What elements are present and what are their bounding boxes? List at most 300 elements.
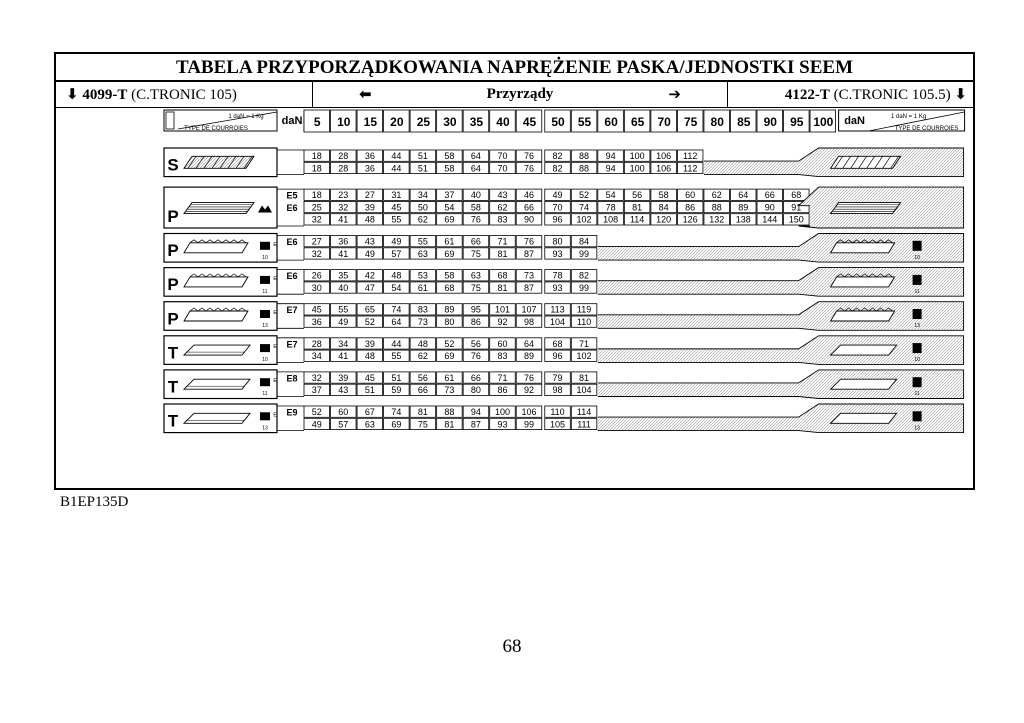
tension-value: 82: [552, 163, 563, 174]
tension-value: 74: [391, 304, 402, 315]
tension-value: 76: [470, 351, 481, 362]
tension-value: 76: [523, 236, 535, 247]
tension-value: 88: [579, 151, 590, 161]
tension-value: 150: [788, 214, 804, 225]
tension-value: 94: [470, 407, 481, 417]
belt-width-label: 10: [262, 357, 268, 364]
tension-value: 88: [579, 163, 590, 174]
row-label: E6: [286, 202, 298, 213]
tension-value: 50: [417, 202, 428, 213]
tension-value: 82: [552, 151, 563, 161]
right-shaded-band: [598, 404, 964, 433]
right-model-code: 4122-T: [784, 87, 830, 103]
tension-value: 70: [497, 163, 508, 174]
tension-value: 96: [552, 351, 563, 362]
tension-value: 64: [738, 190, 749, 201]
tension-value: 132: [709, 214, 725, 225]
tension-value: 68: [497, 270, 508, 281]
header-value: 60: [604, 115, 618, 129]
tension-value: 36: [338, 236, 349, 247]
tension-value: 95: [470, 304, 481, 315]
tension-value: 45: [364, 372, 375, 383]
belt-e-marker: E: [273, 241, 277, 248]
tension-value: 98: [523, 317, 535, 327]
tension-value: 49: [364, 248, 375, 259]
right-belt-section-icon: [913, 309, 922, 319]
tension-value: 86: [685, 202, 696, 213]
tension-value: 69: [391, 419, 402, 430]
right-shaded-band: [598, 336, 964, 365]
tension-value: 18: [311, 163, 322, 174]
right-belt-width-label: 13: [914, 425, 920, 432]
tension-value: 56: [417, 372, 428, 383]
tension-value: 75: [470, 282, 481, 293]
tension-value: 51: [417, 151, 428, 161]
tension-value: 120: [656, 214, 672, 225]
tension-value: 90: [523, 214, 535, 225]
tension-value: 28: [338, 163, 349, 174]
belt-type-letter: T: [167, 377, 179, 397]
right-belt-width-label: 13: [914, 323, 920, 329]
tension-value: 44: [391, 338, 402, 349]
row-label: E6: [286, 237, 298, 247]
tension-value: 73: [444, 385, 455, 396]
right-belt-width-label: 10: [914, 254, 920, 261]
left-model-code: 4099-T: [82, 87, 128, 103]
tension-value: 55: [391, 214, 402, 225]
tension-value: 71: [497, 236, 508, 247]
tension-value: 113: [550, 304, 565, 315]
tension-value: 59: [391, 385, 402, 396]
belt-section-icon: [260, 412, 270, 420]
header-value: 40: [496, 115, 510, 129]
right-flat-ribbed-belt-icon: [831, 203, 901, 214]
tension-value: 25: [311, 202, 322, 213]
row-label: E9: [286, 407, 298, 418]
tension-value: 53: [417, 270, 428, 281]
row-label: E8: [286, 373, 298, 384]
tension-value: 43: [338, 385, 349, 396]
tension-value: 80: [552, 236, 563, 247]
belt-e-marker: E: [273, 344, 277, 351]
tension-value: 78: [605, 202, 616, 213]
tension-value: 76: [523, 372, 535, 383]
header-value: 10: [337, 115, 351, 129]
tension-value: 64: [470, 151, 481, 161]
tension-value: 69: [444, 351, 455, 362]
tension-value: 32: [338, 202, 349, 213]
tension-value: 45: [391, 202, 402, 213]
tension-value: 73: [417, 317, 428, 327]
tension-value: 81: [497, 248, 508, 259]
tension-value: 66: [523, 202, 535, 213]
tension-value: 76: [523, 151, 535, 161]
belt-width-label: 13: [262, 323, 268, 329]
tension-value: 144: [762, 214, 778, 225]
tension-value: 107: [521, 304, 537, 315]
tension-value: 40: [470, 190, 481, 201]
belt-tension-table-frame: [54, 52, 975, 490]
tension-value: 74: [579, 202, 590, 213]
belt-type-letter: P: [167, 207, 179, 226]
tension-value: 48: [364, 351, 375, 362]
tension-value: 52: [364, 317, 375, 327]
right-belt-section-icon: [913, 241, 922, 251]
tension-value: 87: [523, 282, 535, 293]
right-arrow-icon: ➔: [668, 85, 681, 103]
header-value: 80: [710, 115, 724, 129]
right-trapezoid-belt-icon: [831, 379, 897, 389]
belt-type-letter: T: [167, 343, 179, 363]
tension-value: 89: [738, 202, 749, 213]
tension-value: 68: [552, 338, 563, 349]
tension-value: 70: [497, 151, 508, 161]
tension-value: 34: [417, 190, 428, 201]
tension-value: 81: [497, 282, 508, 293]
tension-chart-svg: [56, 108, 973, 488]
tension-value: 28: [338, 151, 349, 161]
tension-value: 48: [364, 214, 375, 225]
tension-value: 102: [576, 214, 592, 225]
tension-value: 86: [497, 385, 508, 396]
tension-value: 100: [629, 163, 645, 174]
belt-type-letter: T: [167, 411, 179, 431]
row-label: E7: [286, 339, 298, 350]
tension-value: 106: [521, 407, 537, 417]
tension-value: 66: [764, 190, 775, 201]
tension-value: 105: [550, 419, 566, 430]
tension-value: 84: [579, 236, 590, 247]
down-arrow-icon: ⬇: [66, 85, 79, 103]
tension-value: 89: [444, 304, 455, 315]
tension-value: 66: [470, 372, 481, 383]
tension-value: 60: [497, 338, 508, 349]
tension-value: 92: [523, 385, 535, 396]
tension-value: 126: [682, 214, 698, 225]
tension-value: 98: [552, 385, 563, 396]
tension-value: 100: [494, 407, 510, 417]
tension-value: 76: [470, 214, 481, 225]
header-value: 90: [763, 115, 777, 129]
right-poly-v-belt-icon: [831, 243, 895, 253]
tension-value: 104: [550, 317, 566, 327]
tension-value: 34: [338, 338, 349, 349]
tension-value: 73: [523, 270, 535, 281]
right-poly-v-belt-icon: [831, 311, 895, 321]
tension-value: 80: [444, 317, 455, 327]
page-title: TABELA PRZYPORZĄDKOWANIA NAPRĘŻENIE PASKA/JEDNOSTKI SEEM: [56, 54, 973, 82]
tension-value: 28: [311, 338, 322, 349]
tension-value: 30: [311, 282, 322, 293]
left-belt-type-label: TYPE DE COURROIES: [184, 126, 248, 132]
tension-value: 51: [391, 372, 402, 383]
tension-value: 37: [311, 385, 322, 396]
tension-value: 83: [497, 351, 508, 362]
belt-section-icon: [260, 344, 270, 352]
tension-value: 87: [470, 419, 481, 430]
tension-value: 27: [311, 236, 322, 247]
tension-value: 63: [470, 270, 481, 281]
belt-e-marker: E: [273, 275, 277, 282]
tension-value: 64: [391, 317, 402, 327]
header-value: 30: [443, 115, 457, 129]
tension-value: 32: [311, 372, 322, 383]
tension-value: 36: [364, 163, 375, 174]
tension-value: 91: [791, 202, 802, 213]
tension-value: 23: [338, 190, 349, 201]
poly-v-belt-icon: [184, 311, 248, 321]
tension-value: 31: [391, 190, 402, 201]
instruments-cell: [313, 82, 728, 107]
row-label: E7: [286, 305, 298, 316]
figure-caption: B1EP135D: [60, 494, 129, 510]
tension-value: 99: [523, 419, 535, 430]
header-value: 35: [469, 115, 484, 129]
instruments-label: Przyrządy: [486, 86, 554, 102]
tension-value: 27: [364, 190, 375, 201]
tension-value: 40: [338, 282, 349, 293]
right-belt-width-label: 11: [914, 288, 920, 295]
tension-value: 71: [579, 338, 590, 349]
left-model-desc: (C.TRONIC 105): [131, 87, 237, 103]
tension-value: 35: [338, 270, 349, 281]
tension-value: 92: [497, 317, 508, 327]
tension-value: 58: [444, 151, 455, 161]
tension-value: 41: [338, 214, 349, 225]
right-shaded-band: [598, 268, 964, 297]
header-value: 95: [790, 115, 804, 129]
tension-value: 58: [444, 270, 455, 281]
poly-v-belt-icon: [184, 243, 248, 253]
tension-value: 44: [391, 151, 402, 161]
tension-value: 111: [577, 419, 591, 430]
tension-value: 47: [364, 282, 375, 293]
left-arrow-icon: ⬅: [359, 85, 372, 103]
tension-value: 114: [576, 407, 592, 417]
tension-value: 48: [391, 270, 402, 281]
tension-value: 49: [338, 317, 349, 327]
tension-value: 86: [470, 317, 481, 327]
tension-value: 56: [632, 190, 643, 201]
tension-value: 110: [550, 407, 565, 417]
right-unit-note: 1 daN = 1 Kg: [890, 114, 927, 120]
tension-value: 119: [576, 304, 592, 315]
right-belt-section-icon: [913, 411, 922, 421]
instrument-header-row: [56, 82, 973, 108]
tension-value: 138: [735, 214, 751, 225]
tension-value: 71: [497, 372, 508, 383]
right-unit-label: daN: [844, 115, 865, 127]
row-label: E6: [286, 271, 298, 282]
tension-value: 58: [444, 163, 455, 174]
tension-value: 54: [605, 190, 616, 201]
left-model-cell: [56, 82, 313, 107]
tension-value: 112: [683, 163, 698, 174]
tension-value: 69: [444, 214, 455, 225]
page-number: 68: [502, 636, 522, 657]
belt-e-marker: E: [273, 310, 277, 316]
tension-value: 78: [552, 270, 563, 281]
right-model-cell: [728, 82, 973, 107]
tension-value: 83: [497, 214, 508, 225]
tension-value: 81: [579, 372, 590, 383]
tension-value: 62: [417, 351, 428, 362]
right-shaded-band: [598, 302, 964, 331]
tension-value: 84: [658, 202, 669, 213]
belt-type-letter: P: [167, 309, 179, 329]
tension-value: 64: [470, 163, 481, 174]
right-shaded-band: [598, 370, 964, 399]
right-shaded-band: [704, 148, 964, 177]
right-shaded-band: [598, 234, 964, 263]
tension-value: 61: [444, 372, 455, 383]
tension-value: 60: [685, 190, 696, 201]
tension-value: 62: [711, 190, 722, 201]
tension-value: 36: [364, 151, 375, 161]
tension-value: 46: [523, 190, 535, 201]
tension-value: 81: [417, 407, 428, 417]
belt-section-icon: [260, 276, 270, 284]
right-belt-width-label: 10: [914, 357, 920, 364]
tension-value: 34: [311, 351, 322, 362]
tension-value: 94: [605, 163, 616, 174]
tension-value: 39: [364, 202, 375, 213]
tension-value: 82: [579, 270, 590, 281]
tension-value: 43: [497, 190, 508, 201]
header-value: 15: [363, 115, 378, 129]
tension-value: 88: [444, 407, 455, 417]
header-value: 85: [737, 115, 751, 129]
tension-value: 49: [311, 419, 322, 430]
tension-value: 66: [417, 385, 428, 396]
tension-value: 51: [364, 385, 375, 396]
tension-value: 52: [311, 407, 322, 417]
tension-value: 76: [523, 163, 535, 174]
belt-type-letter: P: [167, 241, 179, 261]
tension-value: 106: [656, 151, 672, 161]
tension-value: 75: [417, 419, 428, 430]
tension-value: 18: [311, 190, 322, 201]
belt-width-label: 11: [262, 288, 268, 295]
tension-value: 93: [552, 282, 563, 293]
tension-value: 81: [444, 419, 455, 430]
tension-value: 42: [364, 270, 375, 281]
tension-value: 66: [470, 236, 481, 247]
row-label: E5: [286, 190, 298, 201]
right-trapezoid-belt-icon: [831, 413, 897, 423]
tension-value: 36: [311, 317, 322, 327]
tension-value: 99: [579, 248, 590, 259]
tension-value: 102: [576, 351, 592, 362]
trapezoid-belt-icon: [184, 413, 250, 423]
tension-value: 114: [629, 214, 645, 225]
tension-value: 87: [523, 248, 535, 259]
tension-value: 68: [791, 190, 802, 201]
tension-value: 54: [444, 202, 455, 213]
header-value: 45: [522, 115, 537, 129]
tension-value: 56: [470, 338, 481, 349]
tension-chart: [56, 108, 973, 488]
tension-value: 18: [311, 151, 322, 161]
tension-value: 106: [656, 163, 672, 174]
right-trapezoid-belt-icon: [831, 345, 897, 355]
trapezoid-belt-icon: [184, 345, 250, 355]
left-unit-note: 1 daN = 1 Kg: [228, 114, 264, 120]
tension-value: 80: [470, 385, 481, 396]
tension-value: 62: [417, 214, 428, 225]
header-value: 50: [551, 115, 565, 129]
tension-value: 51: [417, 163, 428, 174]
header-value: 5: [313, 115, 321, 129]
tension-value: 93: [552, 248, 563, 259]
tension-value: 44: [391, 163, 402, 174]
tension-value: 55: [417, 236, 428, 247]
tension-value: 39: [364, 338, 375, 349]
tension-value: 79: [552, 372, 563, 383]
tension-value: 49: [391, 236, 402, 247]
tension-value: 68: [444, 282, 455, 293]
tension-value: 108: [603, 214, 619, 225]
tension-value: 37: [444, 190, 455, 201]
tension-value: 41: [338, 248, 349, 259]
belt-width-label: 10: [262, 254, 268, 261]
tension-value: 112: [683, 151, 698, 161]
tension-value: 43: [364, 236, 375, 247]
tension-value: 52: [444, 338, 455, 349]
trapezoid-belt-icon: [184, 379, 250, 389]
header-value: 65: [630, 115, 645, 129]
tension-value: 75: [470, 248, 481, 259]
tension-value: 94: [605, 151, 616, 161]
tension-value: 58: [658, 190, 669, 201]
tension-value: 57: [338, 419, 349, 430]
tension-value: 83: [417, 304, 428, 315]
tension-value: 39: [338, 372, 349, 383]
tension-value: 48: [417, 338, 428, 349]
belt-e-marker: E: [273, 412, 277, 419]
tension-value: 65: [364, 304, 375, 315]
belt-type-letter: S: [167, 155, 179, 175]
tension-value: 81: [632, 202, 643, 213]
header-value: 55: [577, 115, 592, 129]
tension-value: 110: [576, 317, 592, 327]
tension-value: 32: [311, 214, 322, 225]
tension-value: 26: [311, 270, 322, 281]
right-belt-section-icon: [913, 343, 922, 353]
tension-value: 70: [552, 202, 563, 213]
right-model-desc: (C.TRONIC 105.5): [833, 87, 951, 103]
belt-type-letter: P: [167, 275, 179, 295]
tension-value: 93: [497, 419, 508, 430]
tension-value: 99: [579, 282, 590, 293]
tension-value: 55: [338, 304, 349, 315]
left-unit-label: daN: [281, 115, 303, 127]
tension-value: 61: [417, 282, 428, 293]
right-poly-v-belt-icon: [831, 277, 895, 287]
tension-value: 100: [629, 151, 645, 161]
tension-value: 89: [523, 351, 535, 362]
right-belt-width-label: 11: [914, 391, 920, 398]
tension-value: 55: [391, 351, 402, 362]
belt-section-icon: [260, 378, 270, 386]
tension-value: 69: [444, 248, 455, 259]
header-value: 70: [657, 115, 671, 129]
tension-value: 61: [444, 236, 455, 247]
header-value: 25: [416, 115, 431, 129]
tension-value: 57: [391, 248, 402, 259]
header-value: 100: [813, 115, 834, 129]
tension-value: 54: [391, 282, 402, 293]
